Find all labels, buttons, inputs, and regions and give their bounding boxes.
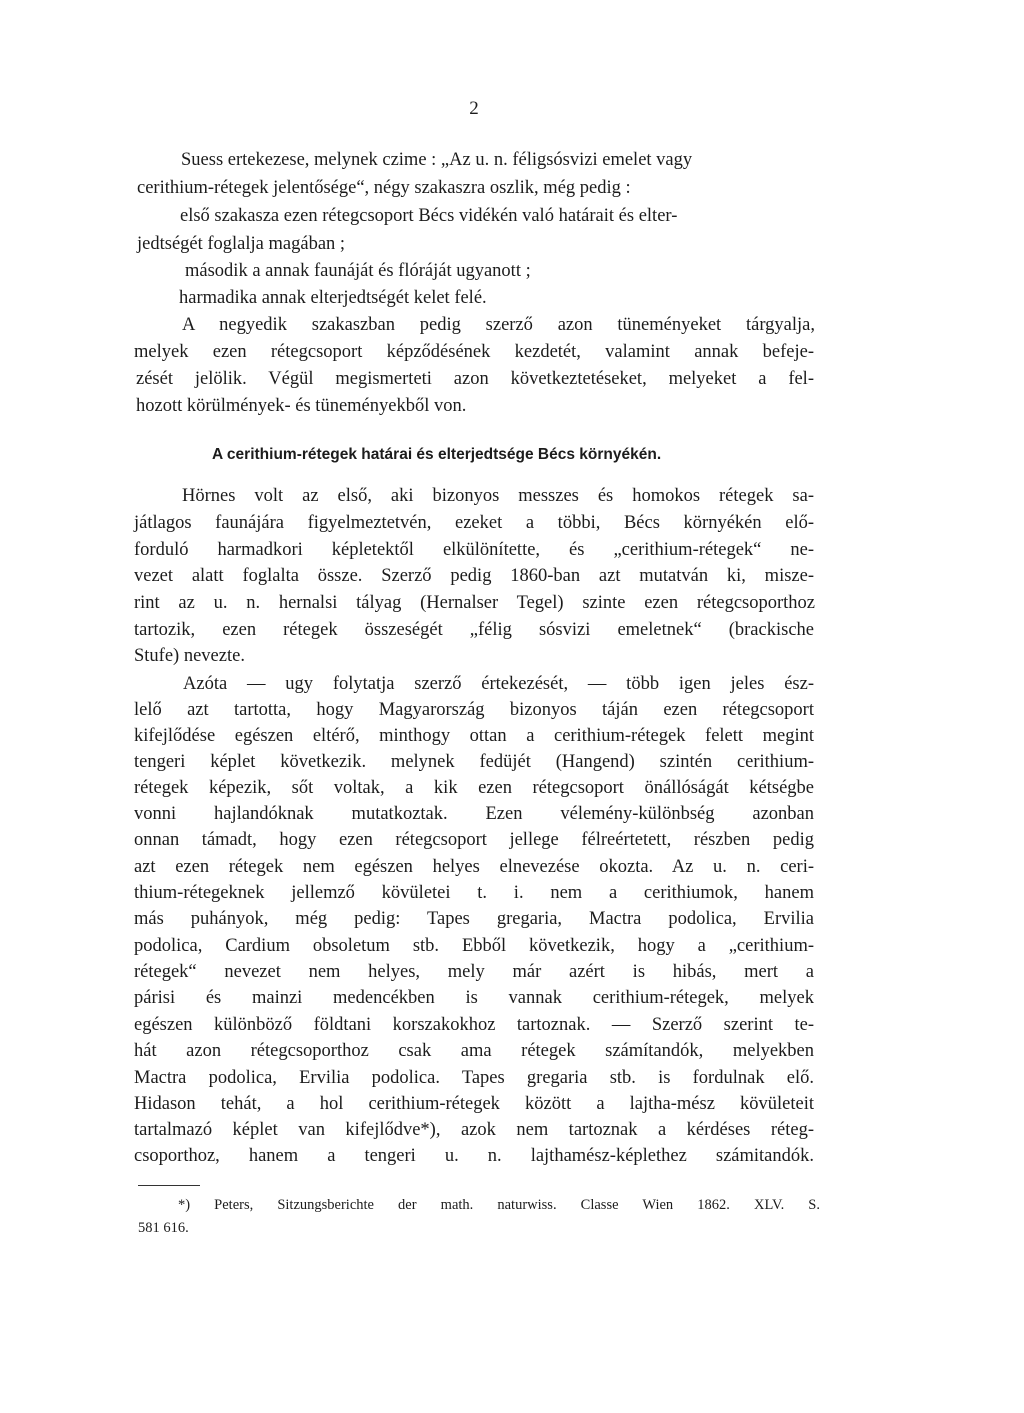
- paragraph-line: más puhányok, még pedig: Tapes gregaria, Mactra podolica, Ervilia: [134, 909, 814, 929]
- paragraph-line: tartalmazó képlet van kifejlődve*), azok nem tartoznak a kérdéses réteg-: [134, 1120, 814, 1140]
- footnote-line: *) Peters, Sitzungsberichte der math. naturwiss. Classe Wien 1862. XLV. S.: [178, 1197, 820, 1213]
- paragraph-line: játlagos faunájára figyelmeztetvén, ezeket a többi, Bécs környékén elő-: [134, 513, 814, 533]
- paragraph-line: rétegek“ nevezet nem helyes, mely már azért is hibás, mert a: [134, 962, 814, 982]
- paragraph-line: melyek ezen rétegcsoport képződésének kezdetét, valamint annak befeje-: [134, 342, 814, 362]
- paragraph-line: tartozik, ezen rétegek összeségét „félig sósvizi emeletnek“ (brackische: [134, 620, 814, 640]
- paragraph-line: vonni hajlandóknak mutatkoztak. Ezen vélemény-különbség azonban: [134, 804, 814, 824]
- paragraph-line: Azóta — ugy folytatja szerző értekezését, — több igen jeles ész-: [183, 674, 814, 694]
- section-heading: A cerithium-rétegek határai és elterjedtsége Bécs környékén.: [212, 446, 662, 463]
- paragraph-line: azt ezen rétegek nem egészen helyes elnevezése okozta. Az u. n. ceri-: [134, 857, 814, 877]
- paragraph-line: Hidason tehát, a hol cerithium-rétegek között a lajtha-mész kövületeit: [134, 1094, 814, 1114]
- paragraph-line: cerithium-rétegek jelentősége“, négy szakaszra oszlik, még pedig :: [137, 178, 631, 198]
- paragraph-line: tengeri képlet következik. melynek fedüjét (Hangend) szintén cerithium-: [134, 752, 814, 772]
- paragraph-line: rétegek képezik, sőt voltak, a kik ezen rétegcsoport önállóságát kétségbe: [134, 778, 814, 798]
- paragraph-line: vezet alatt foglalta össze. Szerző pedig 1860-ban azt mutatván ki, misze-: [134, 566, 814, 586]
- paragraph-line: hozott körülmények- és tüneményekből von.: [136, 396, 467, 416]
- paragraph-line: kifejlődése egészen eltérő, minthogy ottan a cerithium-rétegek felett megint: [134, 726, 814, 746]
- paragraph-line: thium-rétegeknek jellemző kövületei t. i. nem a cerithiumok, hanem: [134, 883, 814, 903]
- paragraph-line: Hörnes volt az első, aki bizonyos messzes és homokos rétegek sa-: [182, 486, 814, 506]
- paragraph-line: csoporthoz, hanem a tengeri u. n. lajthamész-képlethez számitandók.: [134, 1146, 814, 1166]
- paragraph-line: rint az u. n. hernalsi tályag (Hernalser Tegel) szinte ezen rétegcsoporthoz: [134, 593, 815, 613]
- paragraph-line: Suess ertekezese, melynek czime : „Az u. n. féligsósvizi emelet vagy: [181, 150, 693, 170]
- paragraph-line: harmadika annak elterjedtségét kelet felé.: [179, 288, 487, 308]
- paragraph-line: onnan támadt, hogy ezen rétegcsoport jellege félreértetett, részben pedig: [134, 830, 814, 850]
- paragraph-line: forduló harmadkori képletektől elkülönítette, és „cerithium-rétegek“ ne-: [134, 540, 814, 560]
- paragraph-line: párisi és mainzi medencékben is vannak cerithium-rétegek, melyek: [134, 988, 814, 1008]
- paragraph-line: lelő azt tartotta, hogy Magyarország bizonyos táján ezen rétegcsoport: [134, 700, 814, 720]
- paragraph-line: második a annak faunáját és flóráját ugyanott ;: [185, 261, 531, 281]
- page-number: 2: [469, 98, 479, 119]
- footnote-rule: [138, 1185, 200, 1186]
- paragraph-line: Stufe) nevezte.: [134, 646, 245, 666]
- paragraph-line: zését jelölik. Végül megismerteti azon következtetéseket, melyeket a fel-: [136, 369, 814, 389]
- paragraph-line: podolica, Cardium obsoletum stb. Ebből következik, hogy a „cerithium-: [134, 936, 814, 956]
- paragraph-line: egészen különböző földtani korszakokhoz tartoznak. — Szerző szerint te-: [134, 1015, 814, 1035]
- paragraph-line: jedtségét foglalja magában ;: [137, 234, 346, 254]
- paragraph-line: hát azon rétegcsoporthoz csak ama rétegek számítandók, melyekben: [134, 1041, 814, 1061]
- footnote-line: 581 616.: [138, 1220, 189, 1236]
- paragraph-line: A negyedik szakaszban pedig szerző azon tüneményeket tárgyalja,: [182, 315, 815, 335]
- paragraph-line: első szakasza ezen rétegcsoport Bécs vidékén való határait és elter-: [180, 206, 678, 226]
- paragraph-line: Mactra podolica, Ervilia podolica. Tapes gregaria stb. is fordulnak elő.: [134, 1068, 814, 1088]
